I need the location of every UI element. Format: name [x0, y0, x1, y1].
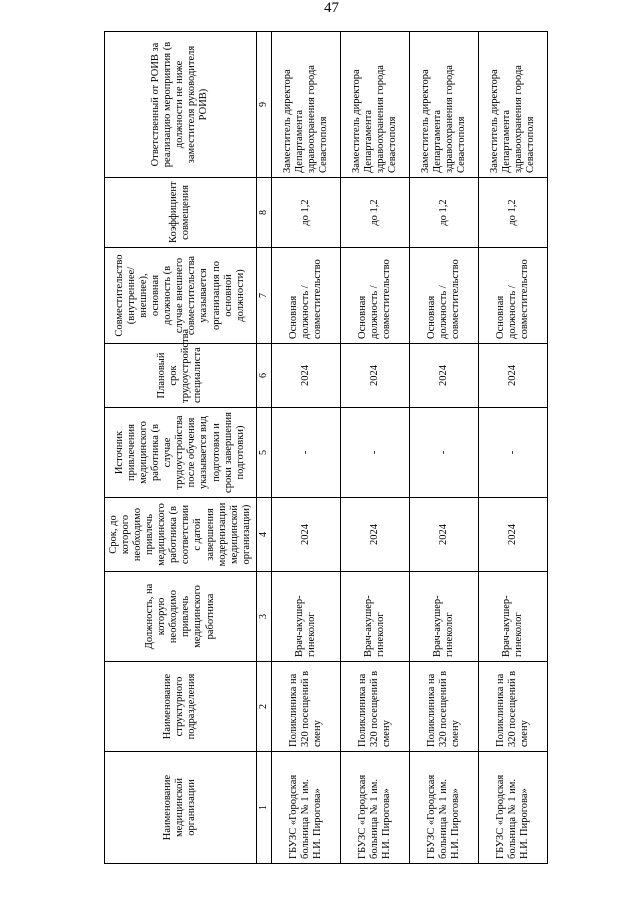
- cell-org: ГБУЗС «Городская больница № 1 им. Н.И. Пирогова»: [340, 752, 409, 864]
- cell-org: ГБУЗС «Городская больница № 1 им. Н.И. Пирогова»: [409, 752, 478, 864]
- header-org: Наименование медицинской организации: [105, 752, 257, 864]
- column-number: 9: [256, 32, 271, 178]
- header-position: Должность, на которую необходимо привлечь медицинского работника: [105, 572, 257, 662]
- cell-source: -: [340, 408, 409, 498]
- cell-combination: Основная должность / совместительство: [340, 248, 409, 344]
- cell-position: Врач-акушер-гинеколог: [478, 572, 547, 662]
- column-number: 8: [256, 178, 271, 248]
- column-number: 3: [256, 572, 271, 662]
- cell-unit: Поликлиника на 320 посещений в смену: [271, 662, 340, 752]
- column-number: 2: [256, 662, 271, 752]
- table-row: [478, 32, 547, 864]
- cell-responsible: Заместитель директора Департамента здравоохранения города Севастополя: [478, 32, 547, 178]
- cell-responsible: Заместитель директора Департамента здравоохранения города Севастополя: [409, 32, 478, 178]
- staffing-table: [104, 31, 548, 864]
- cell-deadline: 2024: [340, 498, 409, 572]
- cell-unit: Поликлиника на 320 посещений в смену: [340, 662, 409, 752]
- column-number: 5: [256, 408, 271, 498]
- cell-source: -: [478, 408, 547, 498]
- cell-planned: 2024: [271, 344, 340, 408]
- column-number: 6: [256, 344, 271, 408]
- cell-position: Врач-акушер-гинеколог: [340, 572, 409, 662]
- cell-planned: 2024: [478, 344, 547, 408]
- cell-deadline: 2024: [271, 498, 340, 572]
- column-number: 4: [256, 498, 271, 572]
- cell-unit: Поликлиника на 320 посещений в смену: [409, 662, 478, 752]
- table-row: [271, 32, 340, 864]
- cell-combination: Основная должность / совместительство: [271, 248, 340, 344]
- cell-responsible: Заместитель директора Департамента здравоохранения города Севастополя: [271, 32, 340, 178]
- table-container: [104, 32, 548, 864]
- column-number: 7: [256, 248, 271, 344]
- cell-coef: до 1,2: [271, 178, 340, 248]
- header-row: [105, 32, 257, 864]
- cell-planned: 2024: [409, 344, 478, 408]
- page-number: 47: [324, 0, 339, 16]
- column-number-row: [256, 32, 271, 864]
- column-number: 1: [256, 752, 271, 864]
- cell-combination: Основная должность / совместительство: [409, 248, 478, 344]
- table-row: [409, 32, 478, 864]
- cell-deadline: 2024: [409, 498, 478, 572]
- header-deadline: Срок, до которого необходимо привлечь медицинского работника (в соответствии с датой завершения модернизации медицинской организации): [105, 498, 257, 572]
- cell-coef: до 1,2: [340, 178, 409, 248]
- header-unit: Наименование структурного подразделения: [105, 662, 257, 752]
- header-planned: Плановый срок трудоустройства специалиста: [105, 344, 257, 408]
- cell-org: ГБУЗС «Городская больница № 1 им. Н.И. Пирогова»: [478, 752, 547, 864]
- cell-planned: 2024: [340, 344, 409, 408]
- header-source: Источник привлечения медицинского работника (в случае трудоустройства после обучения указывается вид подготовки и сроки завершения подготовки): [105, 408, 257, 498]
- cell-position: Врач-акушер-гинеколог: [271, 572, 340, 662]
- cell-coef: до 1,2: [478, 178, 547, 248]
- cell-combination: Основная должность / совместительство: [478, 248, 547, 344]
- cell-unit: Поликлиника на 320 посещений в смену: [478, 662, 547, 752]
- header-combination: Совместительство (внутреннее/внешнее), основная должность (в случае внешнего совместительства указывается организация по основной должности): [105, 248, 257, 344]
- header-coef: Коэффициент совмещения: [105, 178, 257, 248]
- cell-coef: до 1,2: [409, 178, 478, 248]
- cell-position: Врач-акушер-гинеколог: [409, 572, 478, 662]
- cell-deadline: 2024: [478, 498, 547, 572]
- cell-responsible: Заместитель директора Департамента здравоохранения города Севастополя: [340, 32, 409, 178]
- cell-source: -: [271, 408, 340, 498]
- cell-org: ГБУЗС «Городская больница № 1 им. Н.И. Пирогова»: [271, 752, 340, 864]
- cell-source: -: [409, 408, 478, 498]
- table-row: [340, 32, 409, 864]
- header-responsible: Ответственный от РОИВ за реализацию мероприятия (в должности не ниже заместителя руководителя РОИВ): [105, 32, 257, 178]
